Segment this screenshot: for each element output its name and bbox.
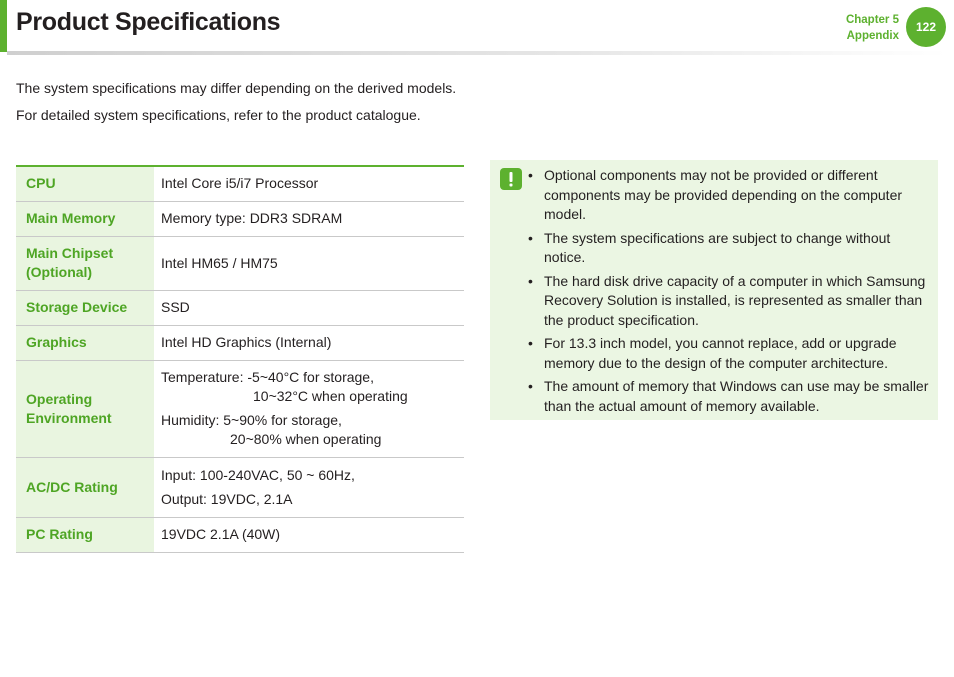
- bullet: •: [528, 229, 533, 246]
- spec-label: CPU: [16, 166, 154, 201]
- page-number-badge: 122: [906, 7, 946, 47]
- spec-label: Graphics: [16, 325, 154, 360]
- section-label: Appendix: [846, 30, 899, 42]
- humidity-line: 20~80% when operating: [230, 431, 382, 447]
- list-item: [528, 377, 930, 416]
- spec-table: [16, 165, 464, 553]
- spec-label-line: (Optional): [26, 264, 93, 280]
- table-row: [16, 236, 464, 290]
- table-row: [16, 201, 464, 236]
- list-item: [528, 229, 930, 268]
- spec-label-line: Main Chipset: [26, 245, 114, 261]
- input-rating: Input: 100-240VAC, 50 ~ 60Hz,: [161, 466, 355, 483]
- note-box: [490, 160, 938, 420]
- exclamation-icon: [500, 168, 522, 190]
- intro-text: [16, 79, 466, 132]
- spec-value: [154, 360, 464, 457]
- temperature-line: Temperature: -5~40°C for storage,: [161, 369, 374, 385]
- table-row: [16, 290, 464, 325]
- spec-label: AC/DC Rating: [16, 457, 154, 517]
- spec-value: Memory type: DDR3 SDRAM: [154, 201, 464, 236]
- spec-label-line: Environment: [26, 409, 112, 426]
- list-item: [528, 166, 930, 225]
- intro-paragraph: The system specifications may differ depending on the derived models.: [16, 80, 457, 96]
- spec-label: [16, 236, 154, 290]
- spec-value: SSD: [154, 290, 464, 325]
- chapter-label: Chapter 5: [845, 14, 899, 26]
- header-divider: [7, 51, 947, 55]
- list-item: [528, 334, 930, 373]
- note-text: Optional components may not be provided or different components may be provided depending on the computer model.: [544, 167, 903, 222]
- table-row: [16, 166, 464, 201]
- title-accent-bar: [0, 0, 7, 52]
- page-title: Product Specifications: [16, 8, 281, 36]
- output-rating: Output: 19VDC, 2.1A: [161, 490, 293, 507]
- spec-value: [154, 457, 464, 517]
- table-row: [16, 325, 464, 360]
- spec-value: Intel Core i5/i7 Processor: [154, 166, 464, 201]
- spec-label: [16, 360, 154, 457]
- spec-value: 19VDC 2.1A (40W): [154, 517, 464, 552]
- note-text: For 13.3 inch model, you cannot replace, add or upgrade memory due to the design of the computer architecture.: [544, 335, 897, 371]
- note-list: [528, 166, 930, 420]
- table-row: [16, 517, 464, 552]
- list-item: [528, 272, 930, 331]
- note-text: The system specifications are subject to change without notice.: [544, 229, 891, 265]
- table-row: [16, 360, 464, 457]
- spec-label: Main Memory: [16, 201, 154, 236]
- chapter-info: [846, 12, 899, 44]
- bullet: •: [528, 335, 533, 351]
- spec-label: Storage Device: [16, 290, 154, 325]
- bullet: •: [528, 378, 533, 394]
- note-text: The amount of memory that Windows can use may be smaller than the actual amount of memory available.: [544, 378, 929, 414]
- bullet: •: [528, 167, 533, 183]
- note-text: The hard disk drive capacity of a computer in which Samsung Recovery Solution is installed, is represented as smaller than the product specification.: [544, 272, 926, 328]
- spec-label: PC Rating: [16, 517, 154, 552]
- table-row: [16, 457, 464, 517]
- humidity-line: Humidity: 5~90% for storage,: [161, 412, 342, 428]
- intro-paragraph: For detailed system specifications, refer to the product catalogue.: [16, 106, 421, 123]
- spec-value: Intel HD Graphics (Internal): [154, 325, 464, 360]
- bullet: •: [528, 272, 533, 289]
- spec-label-line: Operating: [26, 390, 93, 407]
- spec-value: Intel HM65 / HM75: [154, 236, 464, 290]
- temperature-line: 10~32°C when operating: [253, 388, 408, 404]
